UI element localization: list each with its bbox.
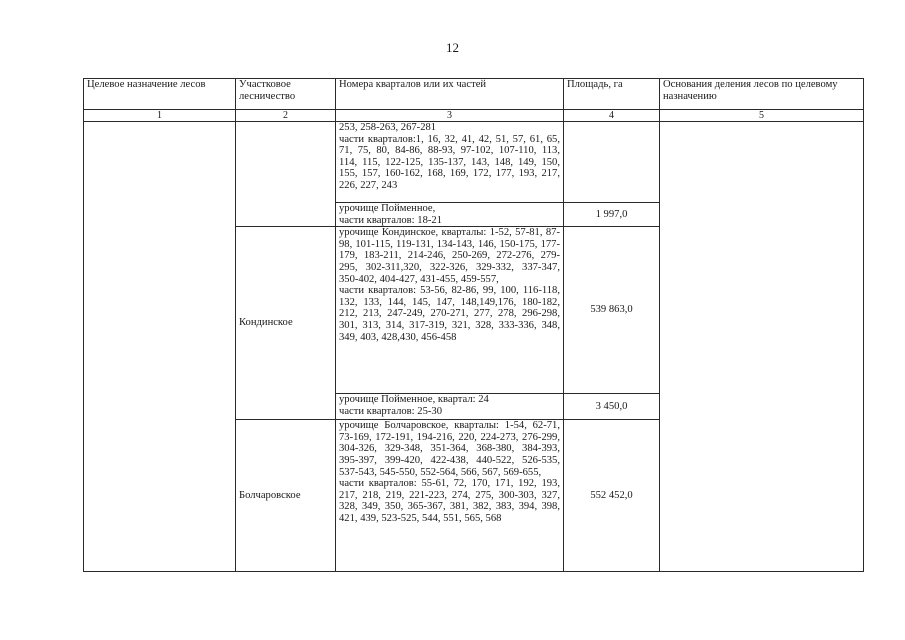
header-area: Площадь, га [564, 79, 660, 110]
quarters-cell [336, 420, 564, 572]
forest-division-table [83, 78, 864, 572]
quarters-text: урочище Кондинское, кварталы: 1-52, 57-81, 87-98, 101-115, 119-131, 134-143, 146, 150-175, 177-179, 183-211, 214-246, 250-269, 272-276, 279-295, 302-311,320, 322-326, 329-332, 337-347, 350-402, 404-427, 431-455, 459-557, части кварталов: 53-56, 82-86, 99, 100, 116-118, 132, 133, 144, 145, 147, 148,149,176, 180-182, 212, 213, 247-249, 270-271, 277, 278, 296-298, 301, 313, 314, 317-319, 321, 328, 333-336, 348, 349, 403, 428,430, 456-458 [339, 227, 560, 343]
quarters-cell [336, 122, 564, 203]
quarters-text: урочище Пойменное, квартал: 24 части кварталов: 25-30 [339, 394, 489, 417]
column-number: 1 [84, 110, 236, 122]
quarters-text: урочище Болчаровское, кварталы: 1-54, 62-71, 73-169, 172-191, 194-216, 220, 224-273, 276-299, 304-326, 329-348, 351-364, 368-380, 384-393, 395-397, 399-420, 422-438, 440-522, 526-535, 537-543, 545-550, 552-564, 566, 567, 569-655, части кварталов: 55-61, 72, 170, 171, 192, 193, 217, 218, 219, 221-223, 274, 275, 300-303, 327, 328, 349, 350, 365-367, 381, 382, 383, 394, 398, 421, 439, 523-525, 544, 551, 565, 568 [339, 420, 560, 524]
header-quarters: Номера кварталов или их частей [336, 79, 564, 110]
purpose-cell [84, 122, 236, 572]
forestry-cell: Кондинское [236, 227, 336, 420]
area-cell [564, 122, 660, 203]
header-basis: Основания деления лесов по целевому назначению [660, 79, 864, 110]
forestry-cell: Болчаровское [236, 420, 336, 572]
forestry-cell-continued [236, 122, 336, 227]
area-cell: 1 997,0 [564, 203, 660, 227]
page-number: 12 [446, 40, 459, 55]
quarters-cell [336, 227, 564, 394]
quarters-text: 253, 258-263, 267-281 части кварталов:1, 16, 32, 41, 42, 51, 57, 61, 65, 71, 75, 80, 84-86, 88-93, 97-102, 107-110, 113, 114, 115, 122-125, 135-137, 143, 148, 149, 150, 155, 157, 160-162, 168, 169, 172, 177, 193, 217, 226, 227, 243 [339, 122, 560, 191]
column-number: 4 [564, 110, 660, 122]
quarters-text: урочище Пойменное, части кварталов: 18-21 [339, 203, 442, 226]
column-number: 5 [660, 110, 864, 122]
area-cell: 552 452,0 [564, 420, 660, 572]
quarters-cell [336, 394, 564, 420]
area-cell: 3 450,0 [564, 394, 660, 420]
quarters-cell [336, 203, 564, 227]
table-header-row [84, 79, 864, 110]
column-number: 2 [236, 110, 336, 122]
column-number: 3 [336, 110, 564, 122]
header-forestry: Участковое лесничество [236, 79, 336, 110]
column-number-row [84, 110, 864, 122]
header-purpose: Целевое назначение лесов [84, 79, 236, 110]
table-row [84, 122, 864, 203]
area-cell: 539 863,0 [564, 227, 660, 394]
basis-cell [660, 122, 864, 572]
